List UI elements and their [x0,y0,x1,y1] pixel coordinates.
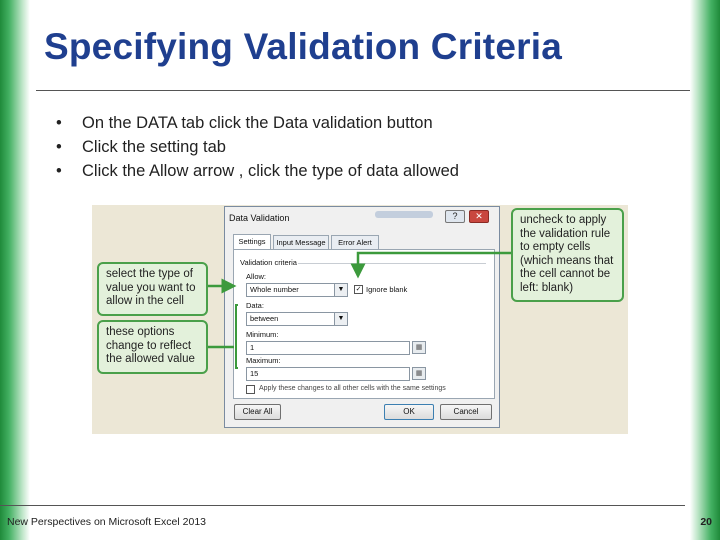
bullet-list [56,111,459,183]
left-green-border [0,0,30,540]
apply-changes-label: Apply these changes to all other cells with the same settings [259,385,446,392]
footer-divider [0,505,685,506]
allow-label: Allow: [246,272,267,281]
tab-error-alert[interactable]: Error Alert [331,235,379,250]
ok-button[interactable]: OK [384,404,434,420]
callout-options: these options change to reflect the allowed value [97,320,208,374]
bullet-item [56,135,459,159]
section-divider [298,263,486,264]
tab-input-message[interactable]: Input Message [273,235,329,250]
bullet-item [56,159,459,183]
callout-select-type: select the type of value you want to allow in the cell [97,262,208,316]
page-number: 20 [700,516,712,528]
slide-title: Specifying Validation Criteria [44,26,562,67]
allow-dropdown[interactable] [246,283,348,297]
maximum-input[interactable]: 15 [246,367,410,381]
right-green-border [690,0,720,540]
bullet-text: Click the setting tab [82,138,226,156]
close-icon[interactable]: ✕ [469,210,489,223]
bullet-marker: • [56,114,62,132]
dialog-title: Data Validation [229,213,290,223]
help-button[interactable]: ? [445,210,465,223]
data-dropdown[interactable] [246,312,348,326]
apply-changes-checkbox[interactable] [246,385,255,394]
range-picker-icon[interactable]: ▦ [412,341,426,354]
bullet-item [56,111,459,135]
tab-settings[interactable]: Settings [233,234,271,250]
chevron-down-icon[interactable]: ▼ [334,313,347,325]
allow-dropdown-value: Whole number [250,285,299,294]
validation-criteria-label: Validation criteria [240,258,297,267]
bullet-marker: • [56,138,62,156]
minimum-label: Minimum: [246,330,279,339]
bullet-text: On the DATA tab click the Data validation button [82,114,433,132]
ignore-blank-checkbox[interactable]: ✓ [355,286,362,293]
maximum-label: Maximum: [246,356,281,365]
clear-all-button[interactable]: Clear All [234,404,281,420]
data-validation-dialog [224,206,500,428]
settings-panel [233,249,495,399]
ignore-blank-label: Ignore blank [366,285,408,294]
title-divider [36,90,690,91]
chevron-down-icon[interactable]: ▼ [334,284,347,296]
bullet-text: Click the Allow arrow , click the type of data allowed [82,162,459,180]
cancel-button[interactable]: Cancel [440,404,492,420]
minimum-input[interactable]: 1 [246,341,410,355]
blurred-title-bar-text [375,211,433,218]
data-label: Data: [246,301,264,310]
callout-uncheck: uncheck to apply the validation rule to empty cells (which means that the cell cannot be left: blank) [511,208,624,302]
range-picker-icon[interactable]: ▦ [412,367,426,380]
data-dropdown-value: between [250,314,279,323]
footer-text: New Perspectives on Microsoft Excel 2013 [7,516,207,528]
bullet-marker: • [56,162,62,180]
